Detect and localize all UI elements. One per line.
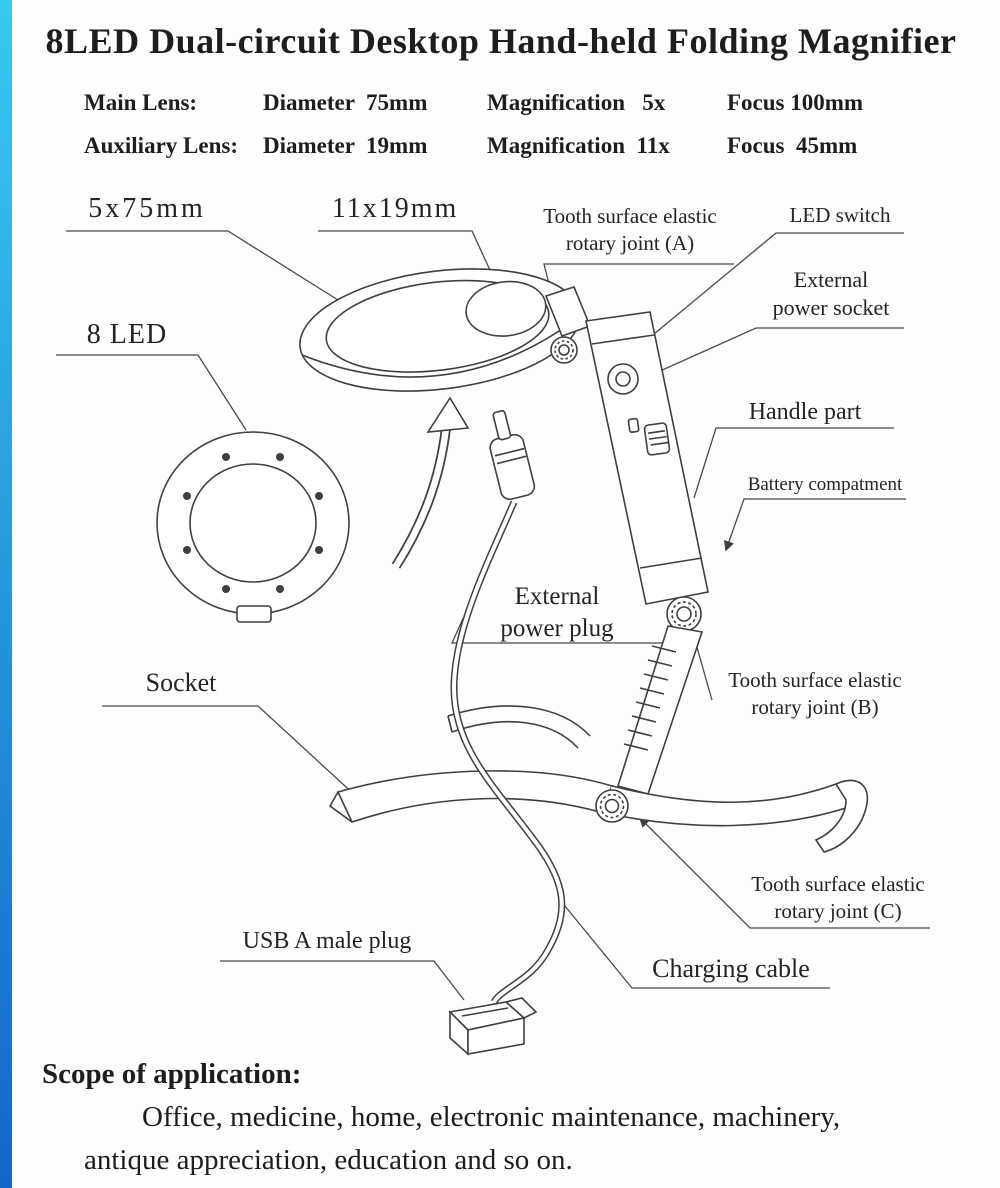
- label-joint-b: [708, 667, 922, 721]
- label-joint-a-line1: Tooth surface elastic: [543, 204, 717, 228]
- spec-aux-diameter: Diameter 19mm: [263, 133, 428, 158]
- spec-main-diameter: Diameter 75mm: [263, 90, 428, 115]
- scope-text-line1: Office, medicine, home, electronic maintenance, machinery,: [142, 1101, 841, 1133]
- lower-arm-drawing: [618, 626, 702, 794]
- joint-b-drawing: [667, 597, 701, 631]
- label-usb-a-male-plug: USB A male plug: [242, 928, 412, 954]
- spec-main-name: Main Lens:: [84, 90, 198, 115]
- stand-base-drawing: [330, 706, 867, 852]
- led-switch-drawing: [644, 423, 670, 456]
- label-external-power-plug: [450, 581, 664, 645]
- label-led-ring: 8 LED: [86, 319, 168, 350]
- label-joint-c-line1: Tooth surface elastic: [751, 872, 925, 896]
- spec-aux-name: Auxiliary Lens:: [84, 133, 238, 158]
- power-socket-drawing: [608, 364, 638, 394]
- label-external-power-plug-line2: power plug: [500, 615, 614, 642]
- label-aux-lens: 11x19mm: [331, 193, 459, 224]
- joint-c-drawing: [596, 790, 628, 822]
- label-socket: Socket: [145, 668, 217, 697]
- label-main-lens: 5x75mm: [88, 193, 206, 224]
- label-power-socket-line1: External: [793, 267, 869, 292]
- label-joint-b-line2: rotary joint (B): [751, 694, 879, 719]
- handle-drawing: [586, 312, 708, 604]
- label-joint-c: [740, 871, 936, 925]
- spec-main-focus: Focus 100mm: [727, 90, 864, 115]
- charging-cable-drawing: [454, 502, 562, 1002]
- external-power-plug-drawing: [482, 408, 536, 502]
- spec-aux-focus: Focus 45mm: [727, 133, 858, 158]
- label-led-switch: LED switch: [789, 203, 891, 227]
- usb-plug-drawing: [450, 998, 536, 1054]
- main-lens-drawing: [293, 254, 587, 405]
- fold-arrow-icon: [396, 398, 468, 566]
- label-battery-compartment: Battery compatment: [747, 474, 903, 495]
- scope-heading: Scope of application:: [42, 1058, 302, 1090]
- label-power-socket-line2: power socket: [772, 295, 890, 321]
- label-handle-part: Handle part: [748, 399, 862, 425]
- label-external-power-plug-line1: External: [514, 583, 600, 610]
- label-joint-c-line2: rotary joint (C): [774, 898, 902, 923]
- scope-text-line2: antique appreciation, education and so on.: [84, 1144, 573, 1176]
- spec-aux-magnification: Magnification 11x: [487, 133, 670, 158]
- label-joint-a-line2: rotary joint (A): [565, 230, 695, 255]
- label-power-socket: [752, 266, 910, 322]
- spec-main-magnification: Magnification 5x: [487, 90, 666, 115]
- label-joint-b-line1: Tooth surface elastic: [728, 668, 902, 692]
- label-joint-a: [518, 203, 742, 257]
- led-ring-drawing: [157, 432, 349, 622]
- page-title: 8LED Dual-circuit Desktop Hand-held Folding Magnifier: [45, 21, 957, 61]
- label-charging-cable: Charging cable: [652, 954, 810, 983]
